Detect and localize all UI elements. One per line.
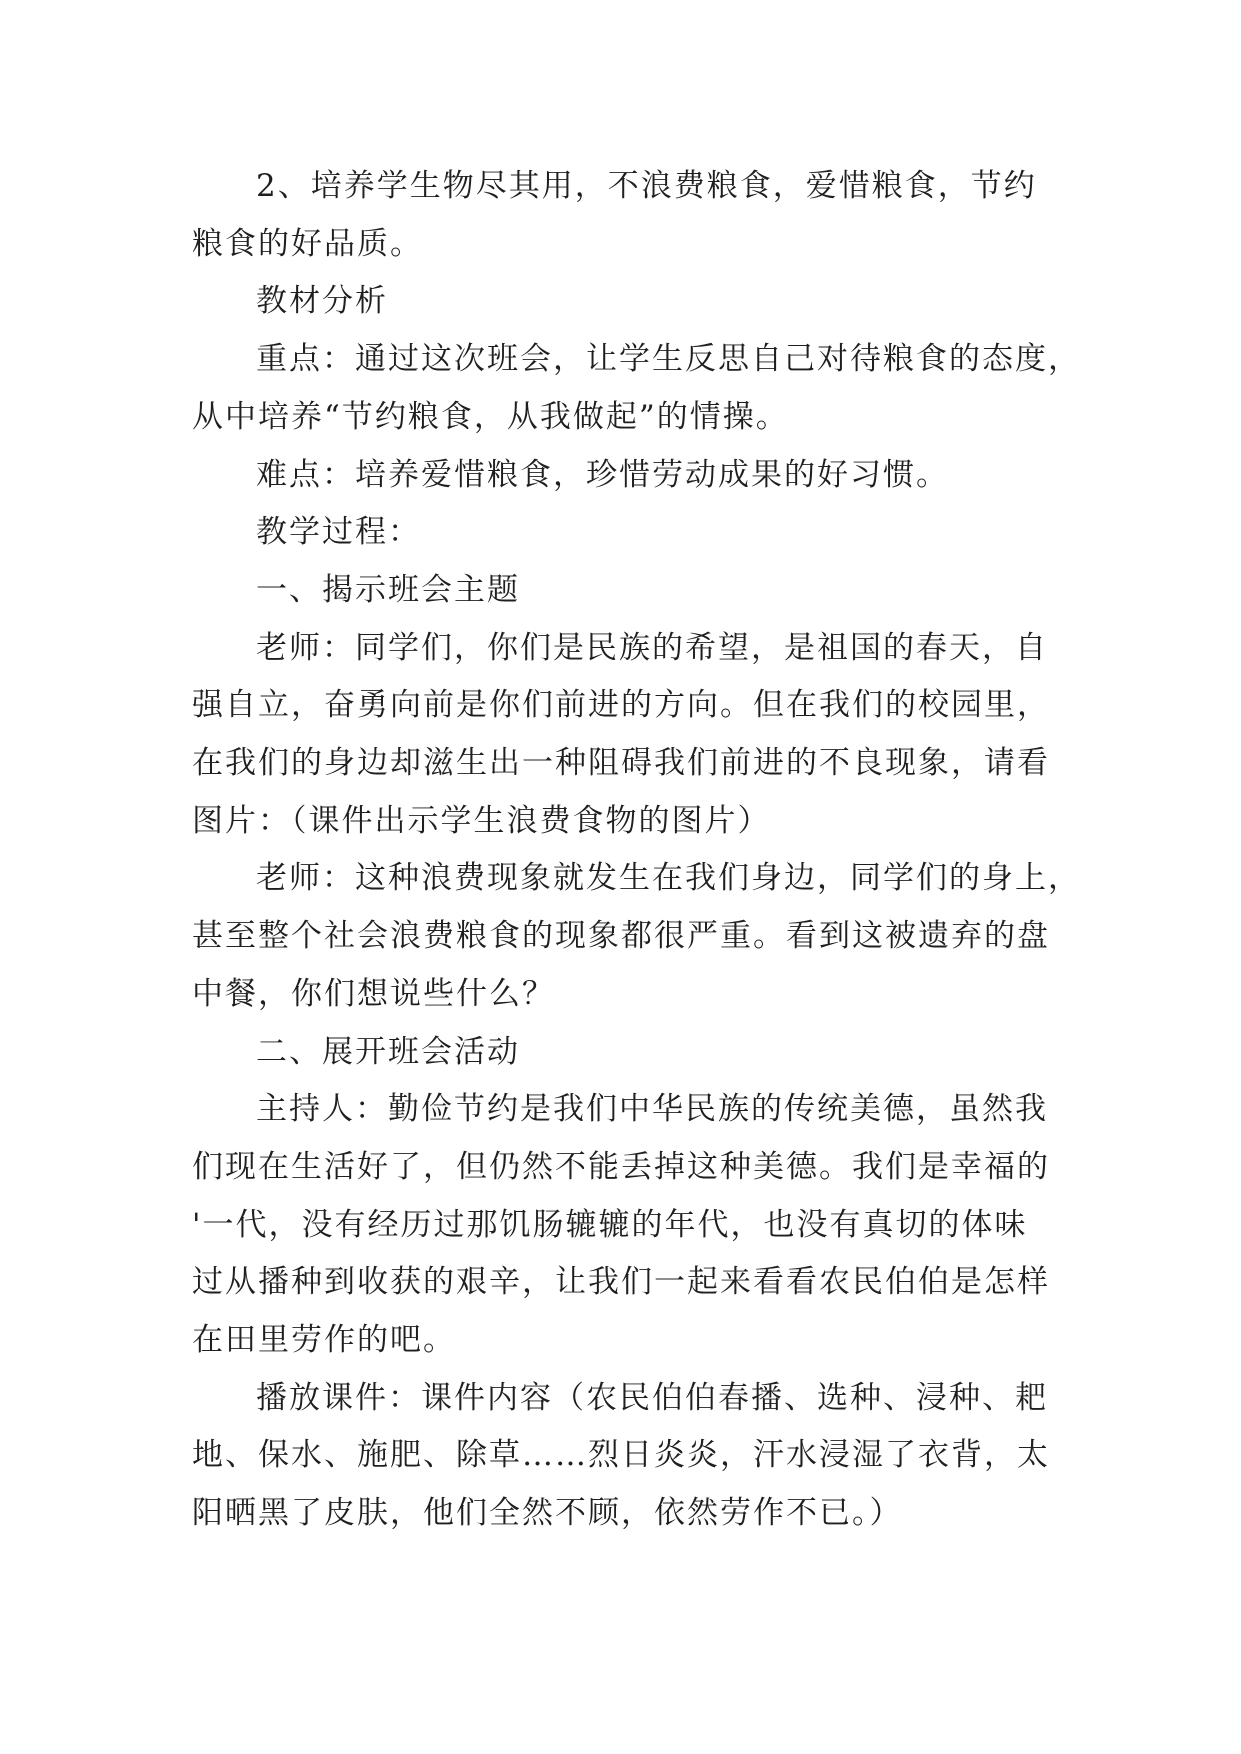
text-line: 重点：通过这次班会，让学生反思自己对待粮食的态度， bbox=[256, 341, 1081, 378]
text-line: 甚至整个社会浪费粮食的现象都很严重。看到这被遗弃的盘 bbox=[192, 918, 1050, 955]
text-line: 2、培养学生物尽其用，不浪费粮食，爱惜粮食，节约 bbox=[256, 168, 1037, 204]
paragraph-teacher-intro bbox=[192, 620, 1072, 851]
text-line: 老师：同学们，你们是民族的希望，是祖国的春天，自 bbox=[256, 629, 1048, 666]
paragraph-teacher-waste bbox=[192, 850, 1081, 1023]
text-line: 过从播种到收获的艰辛，让我们一起来看看农民伯伯是怎样 bbox=[192, 1264, 1050, 1301]
text-line: 在田里劳作的吧。 bbox=[192, 1322, 456, 1359]
paragraph-play-courseware bbox=[192, 1370, 1072, 1543]
section-heading-reveal-theme bbox=[192, 562, 1072, 620]
text-line: 图片：（课件出示学生浪费食物的图片） bbox=[192, 802, 771, 839]
paragraph-difficult-point bbox=[192, 447, 1072, 505]
document-page bbox=[192, 158, 1081, 1543]
text-line: 一、揭示班会主题 bbox=[256, 571, 520, 608]
text-line: 教材分析 bbox=[256, 283, 388, 320]
text-line: 们现在生活好了，但仍然不能丢掉这种美德。我们是幸福的 bbox=[192, 1148, 1050, 1185]
text-line: 粮食的好品质。 bbox=[192, 225, 423, 262]
text-line: 主持人：勤俭节约是我们中华民族的传统美德，虽然我 bbox=[256, 1091, 1048, 1128]
text-line: 老师：这种浪费现象就发生在我们身边，同学们的身上， bbox=[256, 860, 1081, 897]
text-line: 在我们的身边却滋生出一种阻碍我们前进的不良现象，请看 bbox=[192, 745, 1050, 782]
text-line: 地、保水、施肥、除草……烈日炎炎，汗水浸湿了衣背，太 bbox=[192, 1437, 1050, 1474]
section-heading-class-activity bbox=[192, 1024, 1072, 1082]
paragraph-host bbox=[192, 1081, 1072, 1370]
section-heading-material-analysis bbox=[192, 273, 1072, 331]
paragraph-objective-2 bbox=[192, 158, 1072, 273]
text-line: 从中培养“节约粮食，从我做起”的情操。 bbox=[192, 398, 789, 435]
text-line: 教学过程： bbox=[256, 514, 421, 551]
text-line: 难点：培养爱惜粮食，珍惜劳动成果的好习惯。 bbox=[256, 456, 949, 493]
paragraph-key-point bbox=[192, 331, 1081, 446]
text-line: 阳晒黑了皮肤，他们全然不顾，依然劳作不已。） bbox=[192, 1495, 903, 1532]
text-line: 播放课件：课件内容（农民伯伯春播、选种、浸种、耙 bbox=[256, 1379, 1048, 1416]
text-line: '一代，没有经历过那饥肠辘辘的年代，也没有真切的体味 bbox=[192, 1206, 1028, 1243]
text-line: 强自立，奋勇向前是你们前进的方向。但在我们的校园里， bbox=[192, 687, 1050, 724]
text-line: 中餐，你们想说些什么？ bbox=[192, 975, 555, 1012]
text-line: 二、展开班会活动 bbox=[256, 1033, 520, 1070]
section-heading-teaching-process bbox=[192, 504, 1072, 562]
